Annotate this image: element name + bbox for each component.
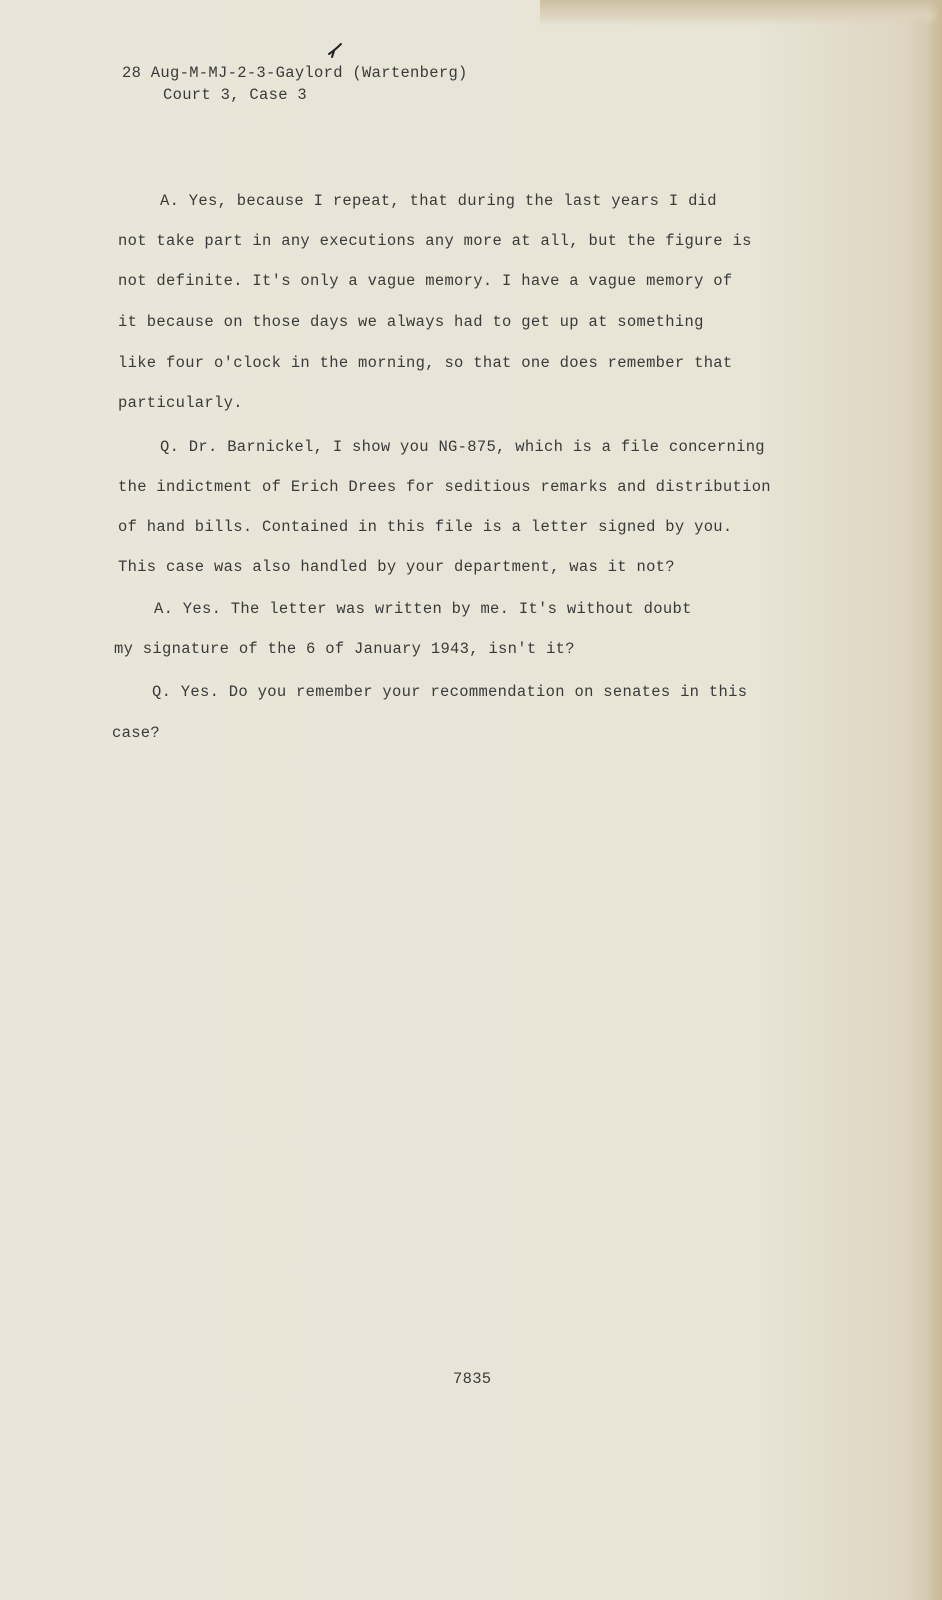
paper-edge-shadow	[540, 0, 942, 26]
handwritten-check-mark	[326, 42, 344, 60]
body-line: not definite. It's only a vague memory. I have a vague memory of	[118, 272, 733, 290]
body-line: the indictment of Erich Drees for seditious remarks and distribution	[118, 478, 771, 496]
page-number: 7835	[453, 1370, 492, 1388]
body-line: Q. Dr. Barnickel, I show you NG-875, which is a file concerning	[160, 438, 765, 456]
body-line: case?	[112, 724, 161, 742]
body-line: of hand bills. Contained in this file is a letter signed by you.	[118, 518, 733, 536]
header-line-2: Court 3, Case 3	[163, 86, 308, 104]
body-line: my signature of the 6 of January 1943, isn't it?	[114, 640, 575, 658]
body-line: particularly.	[118, 394, 243, 412]
body-line: A. Yes, because I repeat, that during the last years I did	[160, 192, 717, 210]
body-line: A. Yes. The letter was written by me. It's without doubt	[154, 600, 692, 618]
header-line-1: 28 Aug-M-MJ-2-3-Gaylord (Wartenberg)	[122, 64, 468, 82]
body-line: not take part in any executions any more at all, but the figure is	[118, 232, 752, 250]
paper-edge-shadow-right	[928, 0, 942, 1600]
body-line: it because on those days we always had to get up at something	[118, 313, 704, 331]
body-line: Q. Yes. Do you remember your recommendation on senates in this	[152, 683, 748, 701]
body-line: This case was also handled by your department, was it not?	[118, 558, 675, 576]
body-line: like four o'clock in the morning, so that one does remember that	[118, 354, 733, 372]
